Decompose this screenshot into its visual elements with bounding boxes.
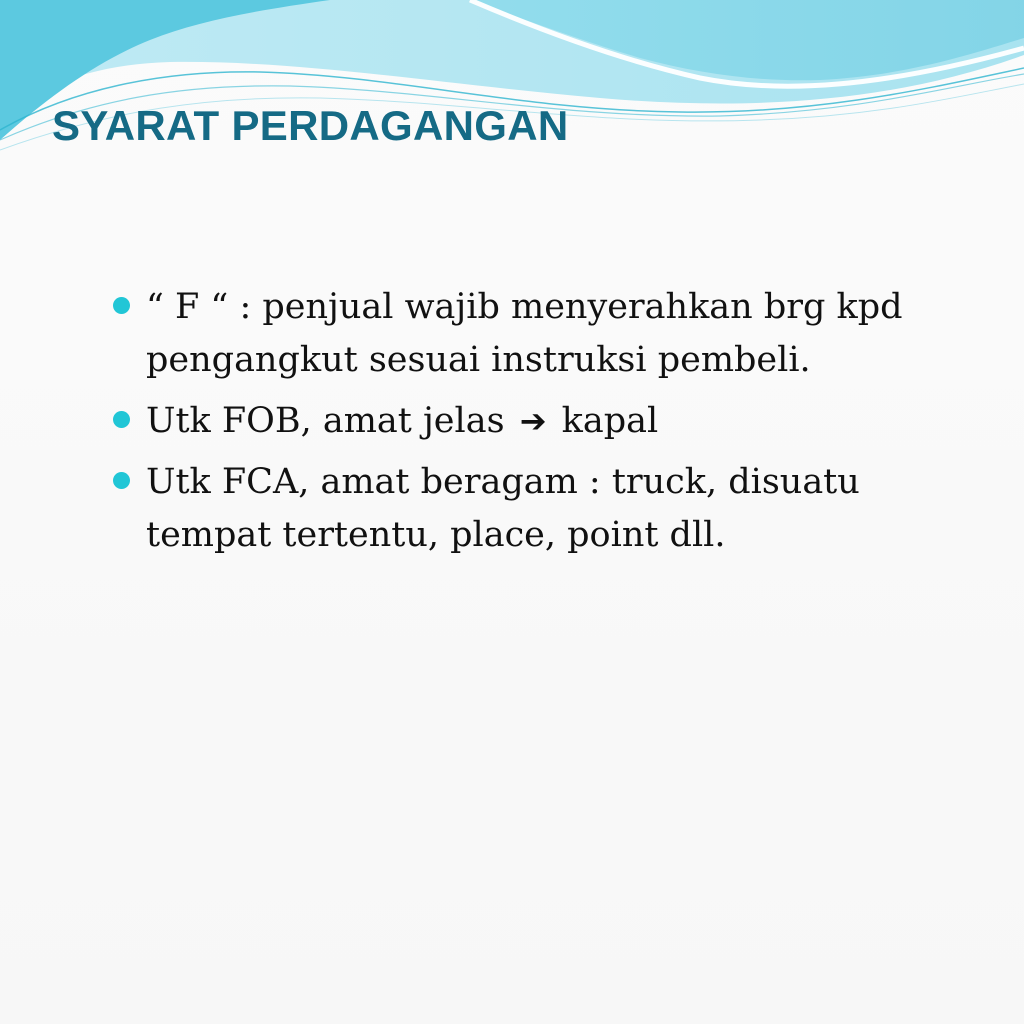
bullet-text-before-arrow: Utk FOB, amat jelas bbox=[146, 401, 505, 441]
bullet-text: “ F “ : penjual wajib menyerahkan brg kpd pengangkut sesuai instruksi pembeli. bbox=[146, 287, 903, 380]
bullet-list bbox=[110, 281, 970, 570]
bullet-item-fca bbox=[110, 456, 970, 562]
slide-title: SYARAT PERDAGANGAN bbox=[52, 102, 569, 149]
arrow-right-icon: ➔ bbox=[519, 402, 547, 440]
bullet-dot-icon bbox=[113, 297, 130, 314]
bullet-item-fob bbox=[110, 395, 970, 448]
bullet-text: Utk FCA, amat beragam : truck, disuatu tempat tertentu, place, point dll. bbox=[146, 462, 860, 555]
bullet-item-f-terms bbox=[110, 281, 970, 387]
bullet-dot-icon bbox=[113, 411, 130, 428]
bullet-dot-icon bbox=[113, 472, 130, 489]
bullet-text-after-arrow: kapal bbox=[561, 401, 659, 441]
